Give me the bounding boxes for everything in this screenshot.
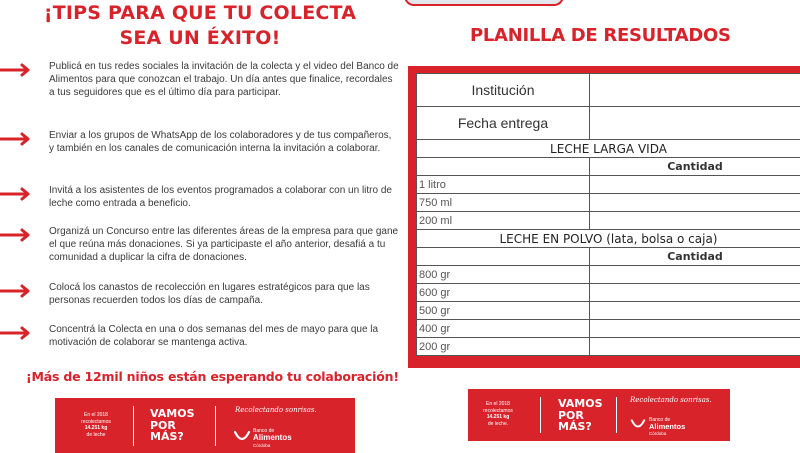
table-row — [417, 338, 800, 356]
logo-sub-text: Córdoba — [253, 443, 271, 448]
banner-divider — [215, 406, 216, 446]
banner-divider — [133, 406, 134, 446]
tip-text: Publicá en tus redes sociales la invitación de la colecta y el video del Banco de Alimentos para que conozcan el trabajo. Un día antes que finalice, recordales a tus seguidores que es el último día para participar. — [49, 61, 399, 98]
table-row — [417, 248, 800, 266]
cantidad-field[interactable] — [590, 266, 800, 284]
size-label: 1 litro — [417, 176, 590, 194]
stat-line: de leche — [86, 431, 106, 438]
table-row — [417, 230, 800, 248]
logo-small-text: Banco de — [253, 428, 275, 434]
cantidad-field[interactable] — [590, 338, 800, 356]
table-row — [417, 320, 800, 338]
chevron-bullet-icon — [0, 63, 34, 77]
cantidad-header: Cantidad — [590, 158, 800, 176]
size-label: 800 gr — [417, 266, 590, 284]
logo-small-text: Banco de — [649, 417, 671, 423]
tip-text: Colocá los canastos de recolección en lugares estratégicos para que las personas recuerden todos los días de campaña. — [49, 282, 370, 306]
tips-title-line1: ¡TIPS PARA QUE TU COLECTA — [43, 2, 357, 24]
institucion-field[interactable] — [590, 74, 800, 107]
vamos-por-mas — [150, 408, 195, 443]
size-label: 400 gr — [417, 320, 590, 338]
table-row — [417, 266, 800, 284]
vamos-line: POR — [150, 418, 176, 432]
banner-slogan: Recolectando sonrisas. — [630, 396, 712, 404]
table-row — [417, 302, 800, 320]
tip-text: Enviar a los grupos de WhatsApp de los colaboradores y de tus compañeros, y también en los canales de comunicación interna la invitación a colaborar. — [49, 130, 392, 154]
cantidad-field[interactable] — [590, 212, 800, 230]
vamos-line: MÁS? — [150, 430, 184, 444]
banner-stat — [73, 412, 119, 438]
fecha-field[interactable] — [590, 107, 800, 140]
vamos-line: MÁS? — [558, 420, 592, 434]
stat-line: En el 2018 — [486, 401, 510, 407]
empty-cell — [417, 248, 590, 266]
stat-line: recolectamos — [81, 418, 111, 425]
decorative-top-shape — [404, 0, 564, 6]
vamos-line: POR — [558, 408, 584, 422]
size-label: 200 ml — [417, 212, 590, 230]
table-row — [417, 74, 800, 107]
section-header-larga-vida: LECHE LARGA VIDA — [417, 140, 800, 158]
table-row — [417, 107, 800, 140]
chevron-bullet-icon — [0, 228, 34, 242]
logo-sub-text: Córdoba — [649, 431, 667, 436]
size-label: 200 gr — [417, 338, 590, 356]
empty-cell — [417, 158, 590, 176]
logo-text: Alimentos — [253, 433, 292, 442]
call-to-action: ¡Más de 12mil niños están esperando tu colaboración! — [26, 369, 399, 384]
table-row — [417, 158, 800, 176]
institucion-label: Institución — [417, 74, 590, 107]
table-row — [417, 140, 800, 158]
chevron-bullet-icon — [0, 284, 34, 298]
banner-divider — [616, 397, 617, 433]
stat-value: 14.251 kg — [84, 425, 108, 431]
cantidad-field[interactable] — [590, 176, 800, 194]
size-label: 750 ml — [417, 194, 590, 212]
campaign-banner — [468, 389, 730, 441]
tip-text: Invitá a los asistentes de los eventos programados a colaborar con un litro de leche como entrada a beneficio. — [49, 185, 392, 209]
chevron-bullet-icon — [0, 132, 34, 146]
results-table — [416, 73, 800, 356]
chevron-bullet-icon — [0, 187, 34, 201]
stat-line: de leche. — [487, 420, 509, 427]
table-row — [417, 194, 800, 212]
table-row — [417, 212, 800, 230]
tip-text: Concentrá la Colecta en una o dos semanas del mes de mayo para que la motivación de colaborar se mantenga activa. — [49, 324, 379, 348]
stat-value: 14.251 kg — [486, 414, 510, 420]
banner-stat — [478, 401, 518, 427]
campaign-banner — [55, 398, 355, 453]
section-header-polvo: LECHE EN POLVO (lata, bolsa o caja) — [417, 230, 800, 248]
stat-line: recolectamos — [483, 407, 513, 414]
banner-slogan: Recolectando sonrisas. — [235, 406, 317, 414]
banner-divider — [540, 397, 541, 433]
smile-logo-icon — [630, 415, 646, 431]
table-row — [417, 176, 800, 194]
cantidad-field[interactable] — [590, 284, 800, 302]
tip-text: Organizá un Concurso entre las diferentes áreas de la empresa para que gane el que reúna más donaciones. Si ya participaste el año anterior, desafiá a tu comunidad a duplicar la cifra de donaciones. — [49, 226, 399, 263]
cantidad-field[interactable] — [590, 194, 800, 212]
logo-text: Alimentos — [649, 422, 686, 431]
vamos-line: VAMOS — [150, 407, 195, 420]
fecha-label: Fecha entrega — [417, 107, 590, 140]
chevron-bullet-icon — [0, 326, 34, 340]
tips-title-line2: SEA UN ÉXITO! — [119, 27, 281, 49]
stat-line: En el 2018 — [84, 412, 108, 418]
cantidad-header: Cantidad — [590, 248, 800, 266]
cantidad-field[interactable] — [590, 302, 800, 320]
cantidad-field[interactable] — [590, 320, 800, 338]
size-label: 500 gr — [417, 302, 590, 320]
vamos-por-mas — [558, 398, 603, 433]
smile-logo-icon — [233, 426, 251, 444]
table-row — [417, 284, 800, 302]
results-title: PLANILLA DE RESULTADOS — [470, 25, 731, 46]
vamos-line: VAMOS — [558, 397, 603, 410]
size-label: 600 gr — [417, 284, 590, 302]
